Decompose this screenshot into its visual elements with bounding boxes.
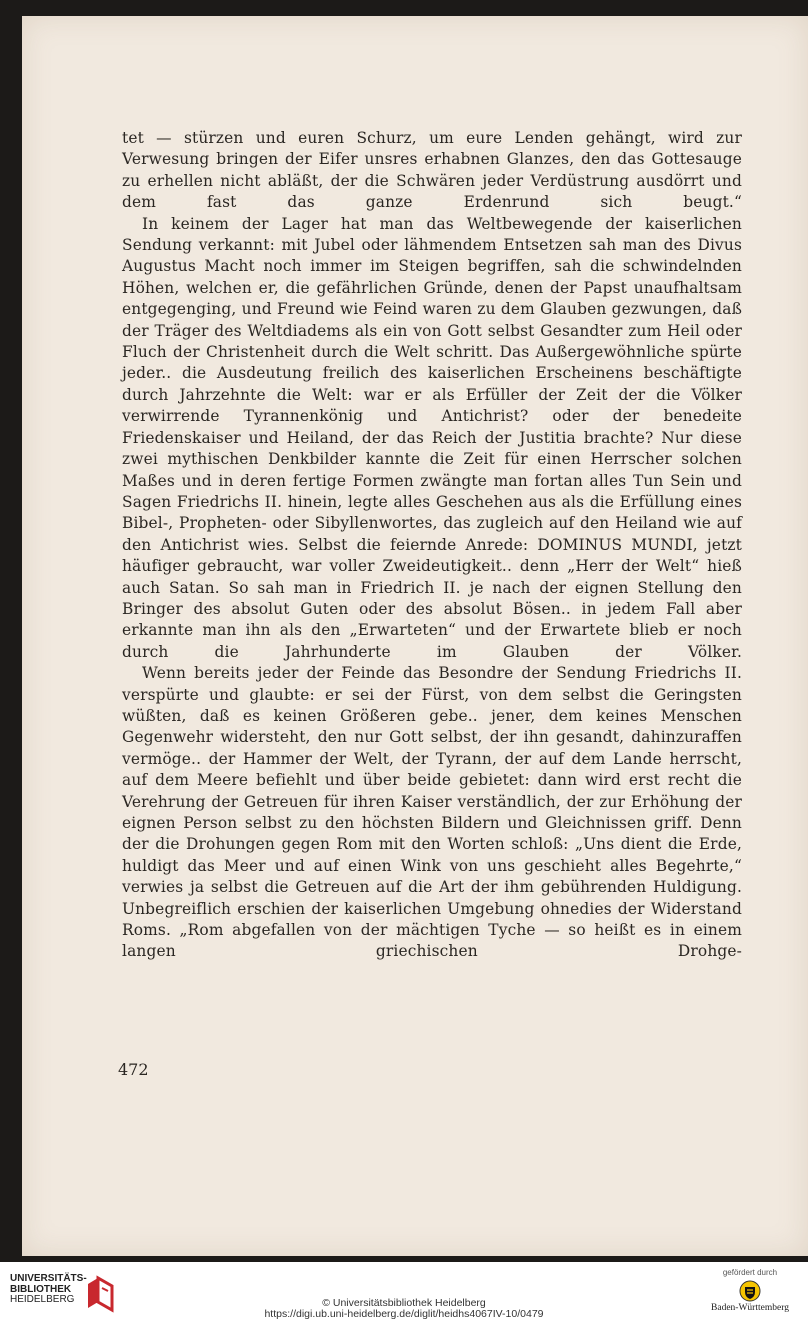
sponsor-label: gefördert durch — [722, 1268, 778, 1277]
copyright-text: © Universitätsbibliothek Heidelberg — [322, 1297, 486, 1309]
paragraph: tet — stürzen und euren Schurz, um eure Lenden gehängt, wird zur Verwesung bringen der Eifer unsres erhabnen Glanzes, den das Gottesauge zu erhellen nicht abläßt, der die Schwären jeder Verdüstrung ausdörrt und dem fast das ganze Erdenrund sich beugt.“ — [122, 129, 742, 212]
logo-line-1: UNIVERSITÄTS- — [10, 1273, 87, 1284]
sponsor-name: Baden-Württemberg — [711, 1303, 789, 1313]
sponsor-logo[interactable] — [702, 1268, 798, 1313]
paragraph: Wenn bereits jeder der Feinde das Besondre der Sendung Friedrichs II. verspürte und glaubte: er sei der Fürst, von dem selbst die Geringsten wüßten, daß es keinen Größeren gebe.. jener, dem keines Menschen Gegenwehr widersteht, den nur Gott selbst, der ihn gesandt, dahinzuraffen vermöge.. der Hammer der Welt, der Tyrann, der auf dem Lande herrscht, auf dem Meere befiehlt und über beide gebietet: dann wird erst recht die Verehrung der Getreuen für ihren Kaiser verständlich, der zur Erhöhung der eignen Person selbst zu den höchsten Bildern und Gleichnissen griff. Denn der die Drohungen gegen Rom mit den Worten schloß: „Uns dient die Erde, huldigt das Meer und auf einen Wink von uns geschieht alles Begehrte,“ verwies ja selbst die Getreuen auf die Art der ihm gebührenden Huldigung. Unbegreiflich erschien der kaiserlichen Umgebung ohnedies der Widerstand Roms. „Rom abgefallen von der mächtigen Tyche — so heißt es in einem langen griechischen Drohge- — [122, 664, 742, 961]
copyright-notice — [0, 1298, 808, 1320]
page-number: 472 — [118, 1060, 149, 1079]
crest-icon — [739, 1280, 761, 1302]
logo-line-3: HEIDELBERG — [10, 1294, 75, 1305]
footer — [0, 1262, 808, 1322]
paragraph: In keinem der Lager hat man das Weltbewegende der kaiserlichen Sendung verkannt: mit Jubel oder lähmendem Entsetzen sah man des Divus Augustus Macht noch immer im Steigen begriffen, sah die schwindelnden Höhen, welchen er, die gefährlichen Gründe, denen der Papst unaufhaltsam entgegenging, und Freund wie Feind waren zu dem Glauben gezwungen, daß der Träger des Weltdiadems als ein von Gott selbst Gesandter zum Heil oder Fluch der Christenheit durch die Welt schritt. Das Außergewöhnliche spürte jeder.. die Ausdeutung freilich des kaiserlichen Erscheinens beschäftigte durch Jahrzehnte die Welt: war er als Erfüller der Zeit der die Völker verwirrende Tyrannenkönig und Antichrist? oder der benedeite Friedenskaiser und Heiland, der das Reich der Justitia brachte? Nur diese zwei mythischen Denkbilder kannte die Zeit für einen Herrscher solchen Maßes und in deren fertige Formen zwängte man fortan alles Tun Sein und Sagen Friedrichs II. hinein, legte alles Geschehen aus als die Erfüllung eines Bibel-, Propheten- oder Sibyllenwortes, das zugleich auf den Heiland wie auf den Antichrist wies. Selbst die feiernde Anrede: DOMINUS MUNDI, jetzt häufiger gebraucht, war voller Zweideutigkeit.. denn „Herr der Welt“ hieß auch Satan. So sah man in Friedrich II. je nach der eignen Stellung den Bringer des absolut Guten oder des absolut Bösen.. in jedem Fall aber erkannte man ihn als den „Erwarteten“ und der Erwartete blieb er noch durch die Jahrhunderte im Glauben der Völker. — [122, 214, 742, 661]
page-text — [122, 128, 742, 963]
source-url-link[interactable]: https://digi.ub.uni-heidelberg.de/diglit/heidhs4067IV-10/0479 — [264, 1308, 544, 1320]
logo-line-2: BIBLIOTHEK — [10, 1283, 72, 1295]
